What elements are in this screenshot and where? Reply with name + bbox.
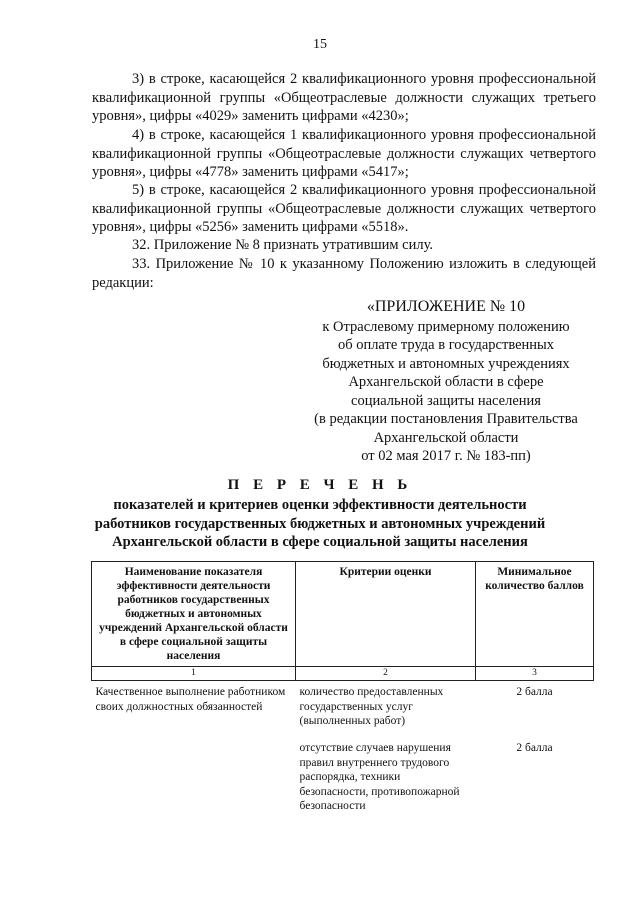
criterion-cell: отсутствие случаев нарушения правил внутреннего трудового распорядка, техники безопасности, противопожарной безопасности xyxy=(299,742,460,812)
list-title: П Е Р Е Ч Е Н Ь xyxy=(227,477,413,493)
column-number: 2 xyxy=(296,667,476,681)
header-criteria: Критерии оценки xyxy=(296,562,476,667)
table-row xyxy=(92,737,594,814)
subtitle-line: Архангельской области в сфере социальной защиты населения xyxy=(112,534,528,550)
header-indicator: Наименование показателя эффективности деятельности работников государственных бюджетных и автономных учреждений Архангельской области в сфере социальной защиты населения xyxy=(92,562,296,667)
approval-line: (в редакции постановления Правительства xyxy=(314,411,578,427)
approval-line: бюджетных и автономных учреждениях xyxy=(322,355,570,372)
score-cell: 2 балла xyxy=(516,742,553,754)
approval-line: от 02 мая 2017 г. № 183-пп) xyxy=(361,448,531,464)
column-number: 3 xyxy=(476,667,594,681)
paragraph-33: 33. Приложение № 10 к указанному Положению изложить в следующей редакции: xyxy=(92,256,596,291)
subtitle-line: показателей и критериев оценки эффективности деятельности xyxy=(113,497,527,513)
approval-line: Архангельской области xyxy=(373,429,519,446)
approval-line: социальной защиты населения xyxy=(351,392,541,409)
approval-line: к Отраслевому примерному положению xyxy=(322,318,570,335)
indicator-cell xyxy=(92,737,296,814)
approval-block xyxy=(300,298,592,466)
table-header-row xyxy=(92,562,594,667)
column-number: 1 xyxy=(92,667,296,681)
paragraph-item-3: 3) в строке, касающейся 2 квалификационного уровня профессиональной квалификационной группы «Общеотраслевые должности служащих третьего уровня», цифры «4029» заменить цифрами «4230»; xyxy=(92,71,596,124)
table-row xyxy=(92,681,594,738)
page-number: 15 xyxy=(313,37,327,52)
criterion-cell: количество предоставленных государственных услуг (выполненных работ) xyxy=(299,686,444,727)
paragraph-item-5: 5) в строке, касающейся 2 квалификационного уровня профессиональной квалификационной группы «Общеотраслевые должности служащих четвертого уровня», цифры «5256» заменить цифрами «5518». xyxy=(92,182,596,235)
indicator-cell: Качественное выполнение работником своих должностных обязанностей xyxy=(95,686,286,713)
header-min-score: Минимальное количество баллов xyxy=(476,562,594,667)
approval-line: об оплате труда в государственных xyxy=(337,337,555,353)
approval-line: Архангельской области в сфере xyxy=(348,374,544,390)
list-subtitle xyxy=(0,496,640,552)
approval-heading: «ПРИЛОЖЕНИЕ № 10 xyxy=(366,298,526,315)
paragraph-item-4: 4) в строке, касающейся 1 квалификационного уровня профессиональной квалификационной группы «Общеотраслевые должности служащих четвертого уровня», цифры «4778» заменить цифрами «5417»; xyxy=(92,127,596,180)
paragraph-32: 32. Приложение № 8 признать утратившим силу. xyxy=(132,237,434,253)
subtitle-line: работников государственных бюджетных и автономных учреждений xyxy=(94,515,546,532)
score-cell: 2 балла xyxy=(516,686,553,698)
column-number-row xyxy=(92,667,594,681)
criteria-table xyxy=(91,561,594,814)
